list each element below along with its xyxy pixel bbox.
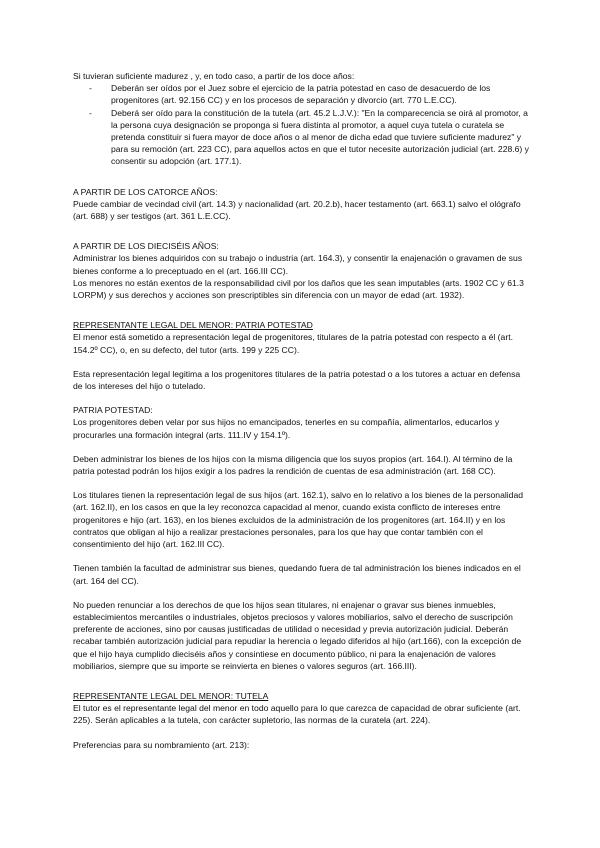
- paragraph: No pueden renunciar a los derechos de que los hijos sean titulares, ni enajenar o gravar sus bienes inmuebles, establecimientos mercantiles o industriales, objetos preciosos y valores mobiliarios, salvo el derecho de suscripción preferente de acciones, sino por causas justificadas de utilidad o necesidad y previa autorización judicial. Deberán recabar también autorización judicial para repudiar la herencia o legado diferidos al hijo (art.166), con la excepción de que el hijo haya cumplido dieciséis años y consintiese en documento público, ni para la enajenación de valores mobiliarios, siempre que su importe se reinvierta en bienes o valores seguros (art. 166.III).: [73, 599, 522, 671]
- paragraph: Esta representación legal legitima a los progenitores titulares de la patria potestad o a los tutores a actuar en defensa de los intereses del hijo o tutelado.: [73, 368, 521, 392]
- section-heading-patria-potestad: REPRESENTANTE LEGAL DEL MENOR: PATRIA POTESTAD: [73, 320, 313, 331]
- intro-paragraph: Si tuvieran suficiente madurez , y, en todo caso, a partir de los doce años:: [73, 71, 355, 81]
- bullet-marker: -: [89, 107, 92, 118]
- section-heading-dieciseis: A PARTIR DE LOS DIECISÉIS AÑOS:: [73, 241, 219, 252]
- list-item-text: Deberá ser oído para la constitución de la tutela (art. 45.2 L.J.V.): "En la comparecencia se oirá al promotor, a la persona cuya designación se proponga si fuera distinta al promotor, a aquel cuya tutela o curatela se pretenda constituir si fuera mayor de doce años o al menor de dicha edad que tuviere suficiente madurez" y para su remoción (art. 223 CC), para aquellos actos en que el tutor necesite autorización judicial (art. 228.6) y consentir su adopción (art. 177.1).: [111, 107, 529, 167]
- section-heading-catorce: A PARTIR DE LOS CATORCE AÑOS:: [73, 186, 218, 197]
- paragraph: Deben administrar los bienes de los hijos con la misma diligencia que los suyos propios (art. 164.I). Al término de la patria potestad podrán los hijos exigir a los padres la rendición de cuentas de esa administración (art. 168 CC).: [73, 453, 513, 477]
- paragraph: Los titulares tienen la representación legal de sus hijos (art. 162.1), salvo en lo relativo a los bienes de la personalidad (art. 162.II), en los casos en que la ley reconozca capacidad al menor, cuando exista conflicto de intereses entre progenitores e hijo (art. 163), en los bienes excluidos de la administración de los progenitores (art. 164.II) y en los contratos que obligan al hijo a realizar prestaciones personales, para los que hay que contar también con el consentimiento del hijo (art. 162.III CC).: [73, 490, 524, 550]
- paragraph: El tutor es el representante legal del menor en todo aquello para lo que carezca de capacidad de obrar suficiente (art. 225). Serán aplicables a la tutela, con carácter supletorio, las normas de la curatela (art. 224).: [73, 703, 521, 726]
- paragraph: Puede cambiar de vecindad civil (art. 14.3) y nacionalidad (art. 20.2.b), hacer testamento (art. 663.1) salvo el ológrafo (art. 688) y ser testigos (art. 361 L.E.CC).: [73, 198, 521, 222]
- list-item: [89, 107, 531, 168]
- section-heading-tutela: REPRESENTANTE LEGAL DEL MENOR: TUTELA: [73, 690, 269, 701]
- bullet-list: [73, 82, 531, 167]
- paragraph: Los menores no están exentos de la responsabilidad civil por los daños que les sean imputables (arts. 1902 CC y 61.3 LORPM) y sus derechos y acciones son prescriptibles sin diferencia con un mayor de edad (art. 1932).: [73, 277, 524, 301]
- document-body: [73, 70, 531, 751]
- paragraph: Administrar los bienes adquiridos con su trabajo o industria (art. 164.3), y consentir la enajenación o gravamen de sus bienes conforme a lo preceptuado en el (art. 166.III CC).: [73, 253, 523, 276]
- paragraph: Preferencias para su nombramiento (art. 213):: [73, 739, 250, 750]
- paragraph: Los progenitores deben velar por sus hijos no emancipados, tenerles en su compañía, alimentarlos, educarlos y procurarles una formación integral (arts. 111.IV y 154.1º).: [73, 417, 500, 440]
- paragraph: El menor está sometido a representación legal de progenitores, titulares de la patria potestad con respecto a él (art. 154.2º CC), o, en su defecto, del tutor (arts. 199 y 225 CC).: [73, 332, 513, 355]
- subheading-patria-potestad: PATRIA POTESTAD:: [73, 405, 153, 416]
- paragraph: Tienen también la facultad de administrar sus bienes, quedando fuera de tal administración los bienes indicados en el (art. 164 del CC).: [73, 563, 521, 586]
- list-item-text: Deberán ser oídos por el Juez sobre el ejercicio de la patria potestad en caso de desacuerdo de los progenitores (art. 92.156 CC) y en los procesos de separación y divorcio (art. 770 L.E.CC).: [111, 83, 491, 106]
- list-item: [89, 82, 531, 106]
- bullet-marker: -: [89, 83, 92, 94]
